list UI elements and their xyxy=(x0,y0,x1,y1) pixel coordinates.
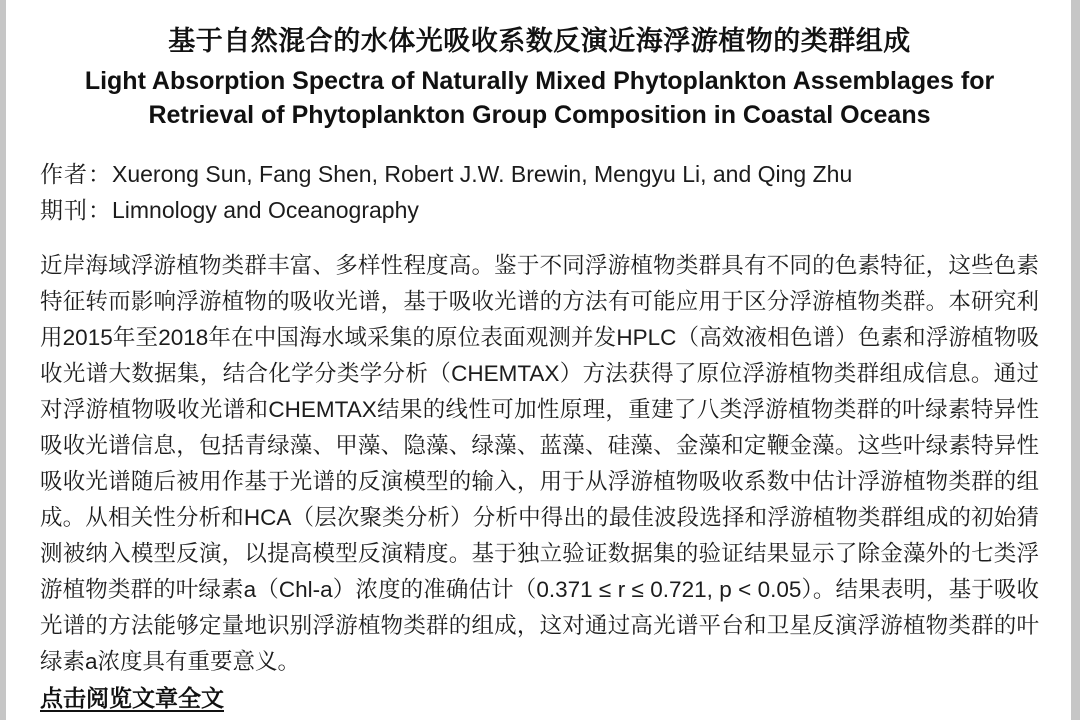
paper-title-chinese: 基于自然混合的水体光吸收系数反演近海浮游植物的类群组成 xyxy=(168,26,911,56)
paper-title-english: Light Absorption Spectra of Naturally Mixed Phytoplankton Assemblages for Retrieval of Phytoplankton Group Composition in Coastal Oceans xyxy=(84,67,995,129)
read-full-article-link[interactable]: 点击阅览文章全文 xyxy=(40,685,224,711)
paper-meta xyxy=(40,156,1039,228)
article-header xyxy=(40,24,1039,132)
journal-line xyxy=(40,192,1039,228)
journal-value: Limnology and Oceanography xyxy=(112,197,419,223)
authors-value: Xuerong Sun, Fang Shen, Robert J.W. Brewin, Mengyu Li, and Qing Zhu xyxy=(112,161,853,187)
abstract-text: 近岸海域浮游植物类群丰富、多样性程度高。鉴于不同浮游植物类群具有不同的色素特征，这些色素特征转而影响浮游植物的吸收光谱，基于吸收光谱的方法有可能应用于区分浮游植物类群。本研究利用2015年至2018年在中国海水域采集的原位表面观测并发HPLC（高效液相色谱）色素和浮游植物吸收光谱大数据集，结合化学分类学分析（CHEMTAX）方法获得了原位浮游植物类群组成信息。通过对浮游植物吸收光谱和CHEMTAX结果的线性可加性原理，重建了八类浮游植物类群的叶绿素特异性吸收光谱信息，包括青绿藻、甲藻、隐藻、绿藻、蓝藻、硅藻、金藻和定鞭金藻。这些叶绿素特异性吸收光谱随后被用作基于光谱的反演模型的输入，用于从浮游植物吸收系数中估计浮游植物类群的组成。从相关性分析和HCA（层次聚类分析）分析中得出的最佳波段选择和浮游植物类群组成的初始猜测被纳入模型反演，以提高模型反演精度。基于独立验证数据集的验证结果显示了除金藻外的七类浮游植物类群的叶绿素a（Chl-a）浓度的准确估计（0.371 ≤ r ≤ 0.721, p < 0.05）。结果表明，基于吸收光谱的方法能够定量地识别浮游植物类群的组成，这对通过高光谱平台和卫星反演浮游植物类群的叶绿素a浓度具有重要意义。 xyxy=(40,253,1039,674)
article-page xyxy=(6,0,1071,720)
authors-line xyxy=(40,156,1039,192)
authors-label: 作者： xyxy=(40,161,112,187)
journal-label: 期刊： xyxy=(40,197,112,223)
